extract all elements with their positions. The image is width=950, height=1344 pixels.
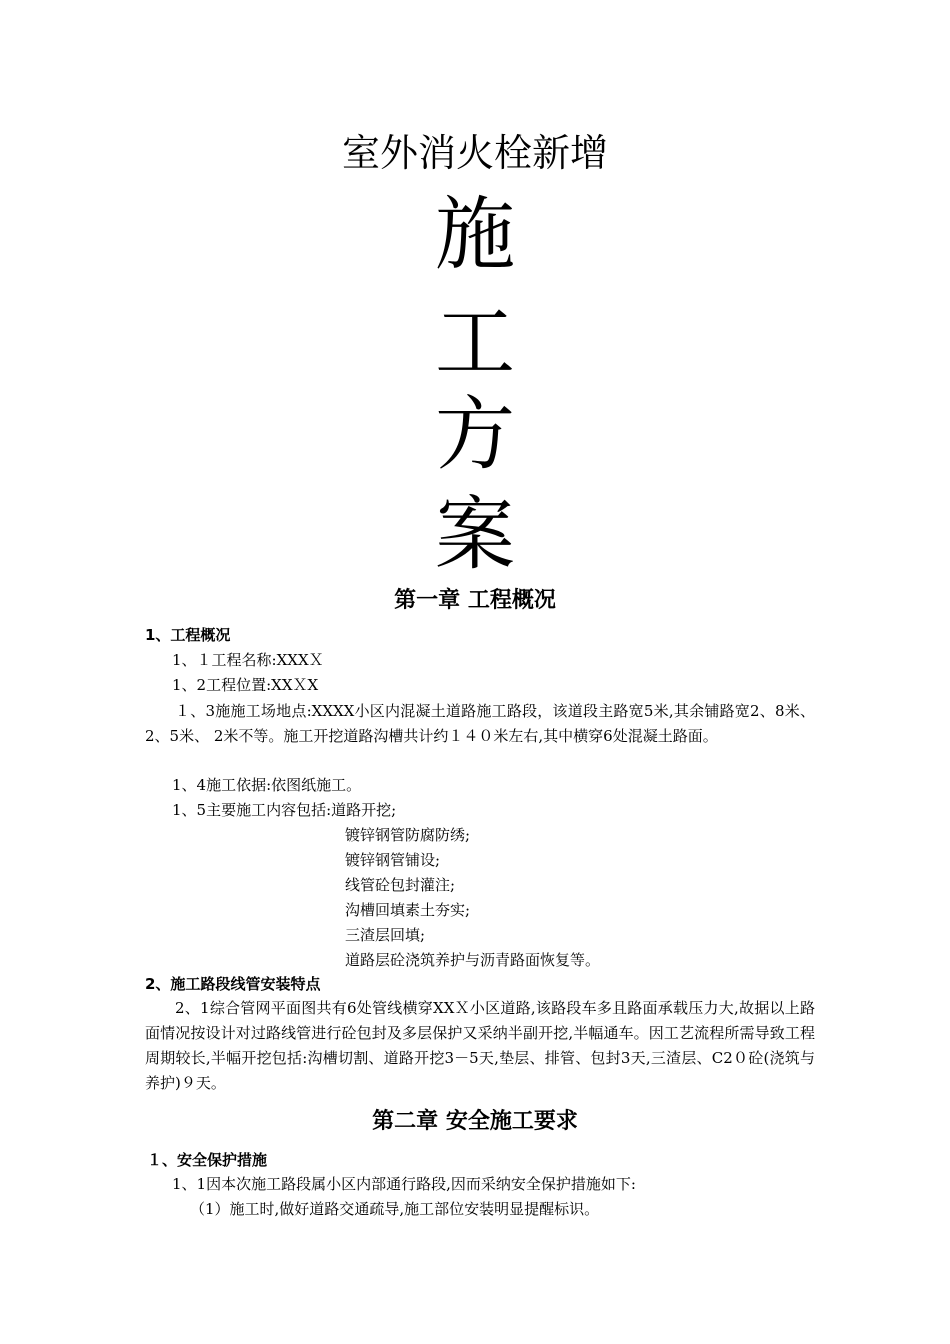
- work-item: 三渣层回填;: [345, 926, 426, 944]
- work-item: 沟槽回填素土夯实;: [345, 901, 471, 919]
- safety-item-1-1: 1、1因本次施工路段属小区内部通行路段,因而采纳安全保护措施如下:: [172, 1175, 636, 1193]
- work-item: 镀锌钢管铺设;: [345, 851, 441, 869]
- item-2-1: 2、1综合管网平面图共有6处管线横穿XXＸ小区道路,该路段车多且路面承载压力大,故据以上路面情况按设计对过路线管进行砼包封及多层保护又采纳半副开挖,半幅通车。因工艺流程所需导致工程周期较长,半幅开挖包括:沟槽切割、道路开挖3－5天,垫层、排管、包封3天,三渣层、C2０砼(浇筑与养护)９天。: [145, 999, 815, 1092]
- safety-section-heading: １、安全保护措施: [147, 1151, 268, 1169]
- item-1-4: 1、4施工依据:依图纸施工。: [172, 776, 362, 794]
- item-1-3: １、3施施工场地点:XXXX小区内混凝土道路施工路段，该道段主路宽5米,其余铺路宽2、8米、2、5米、 2米不等。施工开挖道路沟槽共计约１４０米左右,其中横穿6处混凝土路面。: [145, 702, 815, 745]
- section-1-heading: 1、工程概况: [145, 626, 231, 644]
- chapter-2-heading: 第二章 安全施工要求: [372, 1109, 578, 1134]
- work-item: 线管砼包封灌注;: [345, 876, 456, 894]
- big-title-char-1: 施: [435, 188, 515, 281]
- item-1-2: 1、2工程位置:XXＸX: [172, 676, 319, 694]
- work-item: 道路层砼浇筑养护与沥青路面恢复等。: [345, 951, 601, 969]
- section-2-heading: 2、施工路段线管安装特点: [145, 975, 321, 993]
- big-title-char-2: 工: [435, 296, 515, 389]
- item-1-5: 1、5主要施工内容包括:道路开挖;: [172, 801, 397, 819]
- big-title-char-4: 案: [435, 488, 515, 581]
- work-item: 镀锌钢管防腐防绣;: [345, 826, 471, 844]
- safety-item-1: （1）施工时,做好道路交通疏导,施工部位安装明显提醒标识。: [190, 1200, 600, 1218]
- item-1-1: 1、１工程名称:XXXＸ: [172, 651, 324, 669]
- big-title-char-3: 方: [435, 388, 515, 481]
- document-title: 室外消火栓新增: [341, 131, 608, 175]
- chapter-1-heading: 第一章 工程概况: [394, 588, 556, 613]
